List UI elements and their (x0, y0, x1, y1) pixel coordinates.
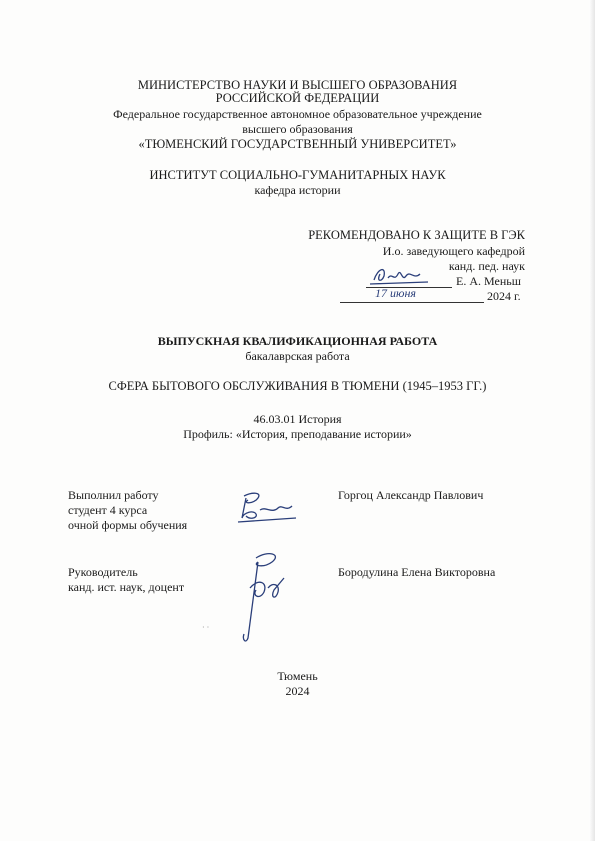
profile: Профиль: «История, преподавание истории» (183, 427, 412, 441)
ministry-line-2: РОССИЙСКОЙ ФЕДЕРАЦИИ (215, 91, 380, 105)
institute-name: ИНСТИТУТ СОЦИАЛЬНО-ГУМАНИТАРНЫХ НАУК (149, 168, 446, 182)
approval-line-2: канд. пед. наук (448, 259, 525, 273)
date-line (340, 302, 484, 303)
student-role-2: студент 4 курса (68, 503, 148, 517)
supervisor-role-1: Руководитель (68, 565, 138, 579)
supervisor-name: Бородулина Елена Викторовна (338, 565, 496, 579)
student-role-3: очной формы обучения (68, 518, 188, 532)
student-name: Горгоц Александр Павлович (338, 488, 484, 502)
university-name: «ТЮМЕНСКИЙ ГОСУДАРСТВЕННЫЙ УНИВЕРСИТЕТ» (138, 137, 457, 151)
handwritten-date: 17 июня (375, 286, 416, 300)
supervisor-signature (228, 548, 298, 648)
work-subtype: бакалаврская работа (245, 349, 350, 363)
specialty-code: 46.03.01 История (253, 412, 342, 426)
work-type: ВЫПУСКНАЯ КВАЛИФИКАЦИОННАЯ РАБОТА (157, 334, 438, 348)
city: Тюмень (277, 669, 318, 683)
approval-year: 2024 г. (487, 289, 521, 303)
student-signature (232, 488, 302, 528)
org-line-1: Федеральное государственное автономное образовательное учреждение (113, 107, 482, 121)
ministry-line-1: МИНИСТЕРСТВО НАУКИ И ВЫСШЕГО ОБРАЗОВАНИЯ (137, 78, 458, 92)
head-name: Е. А. Меньш (456, 274, 521, 288)
department-name: кафедра истории (254, 183, 341, 197)
supervisor-role-2: канд. ист. наук, доцент (68, 580, 185, 594)
footer-year: 2024 (285, 684, 310, 698)
student-role-1: Выполнил работу (68, 488, 159, 502)
head-signature (368, 262, 448, 288)
approval-title: РЕКОМЕНДОВАНО К ЗАЩИТЕ В ГЭК (308, 228, 525, 242)
org-line-2: высшего образования (242, 122, 353, 136)
scan-marks: · · (202, 623, 210, 632)
work-topic: СФЕРА БЫТОВОГО ОБСЛУЖИВАНИЯ В ТЮМЕНИ (1945–1953 ГГ.) (108, 379, 487, 393)
approval-line-1: И.о. заведующего кафедрой (382, 244, 525, 258)
